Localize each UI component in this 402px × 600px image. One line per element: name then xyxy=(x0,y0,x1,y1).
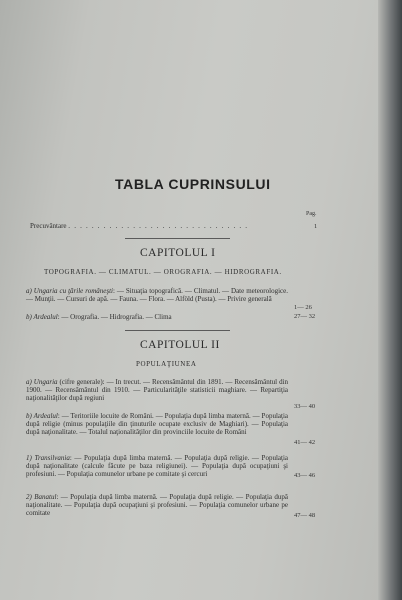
chapter-1-entry-b-page: 27— 32 xyxy=(294,313,316,320)
entry-label: a) Ungaria cu ţările româneşti xyxy=(26,287,113,295)
entry-text: : — Populaţia după limba maternă. — Populaţia după religie. — Populaţia după naţionalitate. — Populaţia după ocupaţiuni şi profesiuni. — Populaţia comunelor urbane pe comitate xyxy=(26,493,289,518)
chapter-2-entry-a xyxy=(26,378,288,403)
entry-label: b) Ardealul xyxy=(26,412,58,420)
chapter-2-entry-b-page: 41— 42 xyxy=(294,439,316,446)
chapter-1-entry-b xyxy=(26,313,288,321)
page-title: TABLA CUPRINSULUI xyxy=(115,176,271,192)
chapter-2-entry-2-page: 47— 48 xyxy=(294,512,316,519)
entry-text: : — Teritoriile locuite de Români. — Populaţia după limba maternă. — Populaţia după religie (minus populaţiile din ţinuturile ocupate exclusiv de Maghiari). — Populaţia după naţionalitate. — Totalul naţionalităţilor din provinciile locuite de Români xyxy=(26,412,288,437)
chapter-2-entry-1 xyxy=(26,454,288,479)
separator-rule xyxy=(125,330,230,331)
page-column-label: Pag. xyxy=(306,211,317,217)
chapter-2-heading: CAPITOLUL II xyxy=(140,339,220,351)
chapter-1-heading: CAPITOLUL I xyxy=(140,247,216,259)
leader-dots: . . . . . . . . . . . . . . . . . . . . . . . . . . . . . . . xyxy=(68,222,249,230)
entry-label: 1) Transilvania xyxy=(26,454,70,462)
chapter-1-subtitle: TOPOGRAFIA. — CLIMATUL. — OROGRAFIA. — HIDROGRAFIA. xyxy=(44,268,282,276)
entry-label: 2) Banatul xyxy=(26,493,57,501)
preface-label: Precuvântare xyxy=(30,222,67,230)
preface-page: 1 xyxy=(314,223,318,230)
chapter-2-subtitle: POPULAŢIUNEA xyxy=(136,360,197,368)
chapter-2-entry-2 xyxy=(26,493,288,518)
chapter-2-entry-a-page: 33— 40 xyxy=(294,403,316,410)
chapter-1-entry-a-page: 1— 26 xyxy=(294,304,312,311)
preface-entry xyxy=(30,222,248,230)
entry-label: a) Ungaria xyxy=(26,378,58,386)
chapter-1-entry-a xyxy=(26,287,288,303)
entry-text: : — Situaţia topografică. — Climatul. — Date meteorologice. — Munţii. — Cursuri de apă. — Fauna. — Flora. — Alföld (Pusta). — Privire generală xyxy=(26,287,288,304)
entry-label: b) Ardealul xyxy=(26,313,58,321)
entry-text: : — Orografia. — Hidrografia. — Clima xyxy=(57,313,172,321)
page-edge-shadow xyxy=(378,0,402,600)
chapter-2-entry-b xyxy=(26,412,288,437)
separator-rule xyxy=(125,238,230,239)
chapter-2-entry-1-page: 43— 46 xyxy=(294,472,316,479)
entry-text: (cifre generale): — In trecut. — Recensământul din 1891. — Recensământul din 1900. — Recensământul din 1910. — Particularităţile statisticii maghiare. — Repartiţia naţionalităţilor după regiuni xyxy=(26,378,289,403)
entry-text: : — Populaţia după limba maternă. — Populaţia după religie. — Populaţia după naţionalitate (calcule făcute pe baza religiunei). — Populaţia după ocupaţiuni şi profesiuni. — Populaţia comunelor urbane pe comitate şi cercuri xyxy=(26,454,288,479)
